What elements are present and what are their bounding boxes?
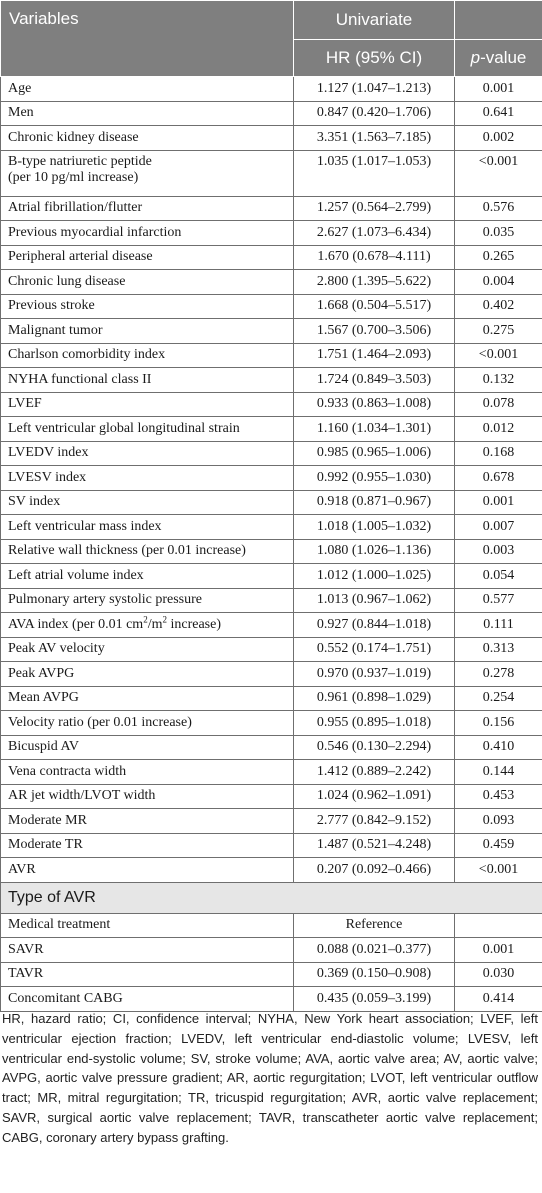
cell-hr: 1.160 (1.034–1.301) [294, 417, 455, 442]
cell-hr: 2.777 (0.842–9.152) [294, 809, 455, 834]
cell-hr: 1.013 (0.967–1.062) [294, 588, 455, 613]
cell-hr: 0.992 (0.955–1.030) [294, 466, 455, 491]
cell-p: 0.275 [455, 319, 542, 344]
header-p-suffix: -value [480, 48, 527, 67]
table-row [1, 245, 542, 270]
table-row [1, 809, 542, 834]
cell-variable: Peripheral arterial disease [1, 245, 294, 270]
table-row [1, 539, 542, 564]
cell-p: 0.313 [455, 637, 542, 662]
table-row [1, 760, 542, 785]
cell-hr: 1.751 (1.464–2.093) [294, 343, 455, 368]
table-row [1, 441, 542, 466]
cell-p: 0.144 [455, 760, 542, 785]
cell-variable: Vena contracta width [1, 760, 294, 785]
table-row [1, 150, 542, 196]
ava-sup-2: 2 [162, 614, 167, 625]
section-title: Type of AVR [1, 882, 542, 913]
header-variables: Variables [1, 1, 294, 77]
cell-p: 0.078 [455, 392, 542, 417]
cell-hr: 0.207 (0.092–0.466) [294, 858, 455, 883]
cell-variable: SAVR [1, 938, 294, 963]
cell-hr: 1.012 (1.000–1.025) [294, 564, 455, 589]
cell-p: 0.001 [455, 490, 542, 515]
cell-variable: Moderate TR [1, 833, 294, 858]
cell-hr: 0.918 (0.871–0.967) [294, 490, 455, 515]
cell-p: 0.001 [455, 938, 542, 963]
ava-sup-1: 2 [143, 614, 148, 625]
cell-p: 0.577 [455, 588, 542, 613]
cell-variable: Pulmonary artery systolic pressure [1, 588, 294, 613]
cell-hr: 1.257 (0.564–2.799) [294, 196, 455, 221]
cell-hr: 1.018 (1.005–1.032) [294, 515, 455, 540]
cell-hr: 1.035 (1.017–1.053) [294, 150, 455, 196]
cell-variable: Chronic lung disease [1, 270, 294, 295]
table-row [1, 564, 542, 589]
cell-variable: Concomitant CABG [1, 987, 294, 1012]
cell-p: 0.004 [455, 270, 542, 295]
header-hr: HR (95% CI) [294, 40, 455, 77]
cell-p: 0.035 [455, 221, 542, 246]
cell-p: 0.003 [455, 539, 542, 564]
table-row [1, 319, 542, 344]
cell-variable-line2: (per 10 pg/ml increase) [8, 169, 139, 185]
cell-variable: AVR [1, 858, 294, 883]
cell-variable: Relative wall thickness (per 0.01 increase) [1, 539, 294, 564]
cell-p: 0.453 [455, 784, 542, 809]
cell-variable: Left atrial volume index [1, 564, 294, 589]
cell-p: <0.001 [455, 150, 542, 196]
table-row [1, 417, 542, 442]
cell-hr: 0.435 (0.059–3.199) [294, 987, 455, 1012]
cell-variable: AR jet width/LVOT width [1, 784, 294, 809]
table-row [1, 833, 542, 858]
cell-p: 0.001 [455, 77, 542, 102]
cell-variable: Velocity ratio (per 0.01 increase) [1, 711, 294, 736]
table-row [1, 938, 542, 963]
cell-p: <0.001 [455, 858, 542, 883]
cell-variable: Moderate MR [1, 809, 294, 834]
cell-hr: 2.627 (1.073–6.434) [294, 221, 455, 246]
cell-p: 0.410 [455, 735, 542, 760]
table-row [1, 858, 542, 883]
cell-hr: 2.800 (1.395–5.622) [294, 270, 455, 295]
cell-hr: 0.927 (0.844–1.018) [294, 613, 455, 638]
cell-hr: 0.552 (0.174–1.751) [294, 637, 455, 662]
cell-hr: 1.670 (0.678–4.111) [294, 245, 455, 270]
cell-variable: Atrial fibrillation/flutter [1, 196, 294, 221]
cell-variable: Left ventricular global longitudinal strain [1, 417, 294, 442]
header-p-value [455, 40, 542, 77]
cell-p: 0.254 [455, 686, 542, 711]
cell-p: 0.093 [455, 809, 542, 834]
cell-hr: 0.961 (0.898–1.029) [294, 686, 455, 711]
header-p-italic: p [470, 48, 481, 67]
cell-p: 0.030 [455, 962, 542, 987]
table-row [1, 221, 542, 246]
table-row [1, 343, 542, 368]
cell-p: 0.402 [455, 294, 542, 319]
cell-hr: 0.933 (0.863–1.008) [294, 392, 455, 417]
cell-hr: 1.127 (1.047–1.213) [294, 77, 455, 102]
table-row [1, 77, 542, 102]
cell-p: 0.111 [455, 613, 542, 638]
cell-p: <0.001 [455, 343, 542, 368]
cell-p: 0.641 [455, 101, 542, 126]
table-row [1, 368, 542, 393]
table-row [1, 686, 542, 711]
cell-variable: Age [1, 77, 294, 102]
cell-hr: 1.412 (0.889–2.242) [294, 760, 455, 785]
table-row [1, 962, 542, 987]
table-footnote: HR, hazard ratio; CI, confidence interval; NYHA, New York heart association; LVEF, left ventricular ejection fraction; LVEDV, left ventricular end-diastolic volume; LVESV, left ventricular end-systolic volume; SV, stroke volume; AVA, aortic valve area; AV, aortic valve; AVPG, aortic valve pressure gradient; AR, aortic regurgitation; LVOT, left ventricular outflow tract; MR, mitral regurgitation; TR, tricuspid regurgitation; AVR, aortic valve replacement; SAVR, surgical aortic valve replacement; TAVR, transcatheter aortic valve replacement; CABG, coronary artery bypass grafting. [2, 1011, 538, 1145]
cell-hr: 0.546 (0.130–2.294) [294, 735, 455, 760]
cell-p: 0.156 [455, 711, 542, 736]
cell-variable: LVEDV index [1, 441, 294, 466]
cell-hr: 1.567 (0.700–3.506) [294, 319, 455, 344]
table-row [1, 126, 542, 151]
cell-p: 0.054 [455, 564, 542, 589]
cell-hr: 1.724 (0.849–3.503) [294, 368, 455, 393]
table-row [1, 987, 542, 1012]
cell-hr: 0.985 (0.965–1.006) [294, 441, 455, 466]
cell-hr: 0.970 (0.937–1.019) [294, 662, 455, 687]
cell-p: 0.002 [455, 126, 542, 151]
cell-p: 0.007 [455, 515, 542, 540]
table-row [1, 637, 542, 662]
cell-variable: LVESV index [1, 466, 294, 491]
cell-variable: NYHA functional class II [1, 368, 294, 393]
cell-hr: 0.369 (0.150–0.908) [294, 962, 455, 987]
ava-text-b: /m [147, 616, 163, 632]
cell-variable: TAVR [1, 962, 294, 987]
cell-variable [1, 613, 294, 638]
table-row [1, 515, 542, 540]
cell-hr: 3.351 (1.563–7.185) [294, 126, 455, 151]
table-row [1, 735, 542, 760]
cell-variable: Previous myocardial infarction [1, 221, 294, 246]
table-row [1, 392, 542, 417]
table-row [1, 662, 542, 687]
cell-p: 0.278 [455, 662, 542, 687]
table-row [1, 784, 542, 809]
cell-p: 0.576 [455, 196, 542, 221]
cell-p: 0.265 [455, 245, 542, 270]
cell-variable: Mean AVPG [1, 686, 294, 711]
section-header-row [1, 882, 542, 913]
table-row [1, 270, 542, 295]
cell-variable: LVEF [1, 392, 294, 417]
cell-hr: 1.487 (0.521–4.248) [294, 833, 455, 858]
table-row [1, 588, 542, 613]
cell-variable: Bicuspid AV [1, 735, 294, 760]
cell-p: 0.168 [455, 441, 542, 466]
cell-p: 0.459 [455, 833, 542, 858]
table-row [1, 196, 542, 221]
cell-variable: Medical treatment [1, 913, 294, 938]
cell-hr: 1.080 (1.026–1.136) [294, 539, 455, 564]
cell-p [455, 913, 542, 938]
cell-variable: Chronic kidney disease [1, 126, 294, 151]
table-row [1, 294, 542, 319]
ava-text-a: AVA index (per 0.01 cm [8, 616, 144, 632]
cell-variable: Malignant tumor [1, 319, 294, 344]
cell-variable: Peak AV velocity [1, 637, 294, 662]
cell-variable [1, 150, 294, 196]
table-row [1, 101, 542, 126]
cell-hr: 0.955 (0.895–1.018) [294, 711, 455, 736]
cell-variable: Left ventricular mass index [1, 515, 294, 540]
cell-variable: SV index [1, 490, 294, 515]
cell-variable-line1: B-type natriuretic peptide [8, 153, 152, 169]
ava-text-c: increase) [166, 616, 222, 632]
table-row [1, 913, 542, 938]
cell-hr: 1.024 (0.962–1.091) [294, 784, 455, 809]
table-row [1, 466, 542, 491]
cell-p: 0.132 [455, 368, 542, 393]
cell-hr: Reference [294, 913, 455, 938]
header-blank [455, 1, 542, 40]
cell-variable: Previous stroke [1, 294, 294, 319]
cell-hr: 0.847 (0.420–1.706) [294, 101, 455, 126]
cell-hr: 0.088 (0.021–0.377) [294, 938, 455, 963]
cell-variable: Men [1, 101, 294, 126]
table-row [1, 613, 542, 638]
cell-hr: 1.668 (0.504–5.517) [294, 294, 455, 319]
cell-p: 0.012 [455, 417, 542, 442]
cell-variable: Charlson comorbidity index [1, 343, 294, 368]
header-univariate: Univariate [294, 1, 455, 40]
table-row [1, 490, 542, 515]
table-row [1, 711, 542, 736]
cell-variable: Peak AVPG [1, 662, 294, 687]
cell-p: 0.414 [455, 987, 542, 1012]
cell-p: 0.678 [455, 466, 542, 491]
